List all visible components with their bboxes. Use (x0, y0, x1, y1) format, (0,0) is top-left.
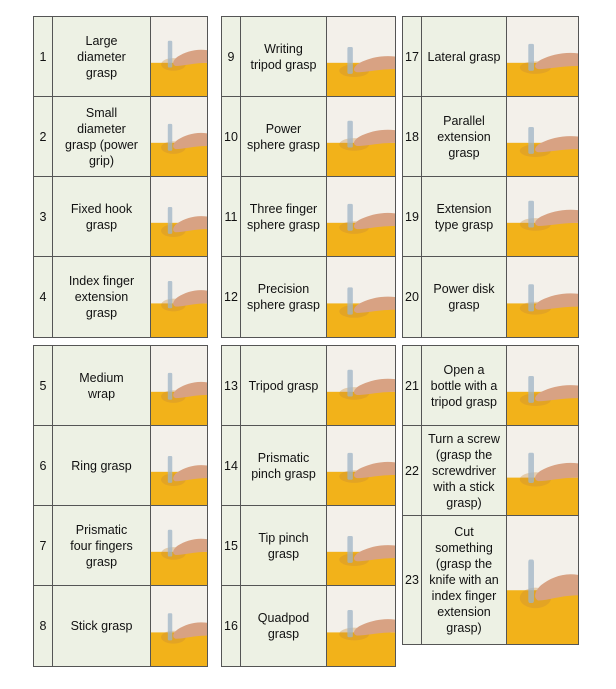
hand-grasp-photo (151, 17, 207, 96)
grasp-number: 2 (34, 97, 53, 176)
grasp-label: Extension type grasp (422, 177, 507, 256)
hand-grasp-photo (327, 426, 395, 505)
grasp-row (403, 346, 578, 426)
hand-grasp-photo (327, 17, 395, 96)
grasp-number: 10 (222, 97, 241, 176)
hand-grasp-photo (151, 257, 207, 337)
grasp-label: Large diameter grasp (53, 17, 151, 96)
hand-grasp-photo (327, 346, 395, 425)
grasp-row (222, 17, 395, 97)
grasp-row (34, 586, 207, 666)
grasp-label: Quadpod grasp (241, 586, 327, 666)
hand-grasp-photo (507, 177, 578, 256)
grasp-number: 18 (403, 97, 422, 176)
grasp-number: 12 (222, 257, 241, 337)
grasp-row (403, 17, 578, 97)
grasp-row (34, 346, 207, 426)
grasp-label: Ring grasp (53, 426, 151, 505)
hand-grasp-photo (151, 426, 207, 505)
hand-grasp-photo (507, 17, 578, 96)
grasp-row (34, 177, 207, 257)
grasp-label: Index finger extension grasp (53, 257, 151, 337)
hand-grasp-photo (151, 586, 207, 666)
grasp-number: 17 (403, 17, 422, 96)
grasp-label: Open a bottle with a tripod grasp (422, 346, 507, 425)
grasp-number: 15 (222, 506, 241, 585)
grasp-label: Stick grasp (53, 586, 151, 666)
hand-grasp-photo (507, 426, 578, 515)
grasp-row (34, 506, 207, 586)
grasp-number: 16 (222, 586, 241, 666)
grasp-number: 4 (34, 257, 53, 337)
grasp-row (403, 97, 578, 177)
hand-grasp-photo (507, 257, 578, 337)
grasp-row (222, 97, 395, 177)
grasp-label: Small diameter grasp (power grip) (53, 97, 151, 176)
grasp-row (34, 97, 207, 177)
hand-grasp-photo (151, 177, 207, 256)
grasp-row (34, 426, 207, 506)
grasp-number: 21 (403, 346, 422, 425)
grasp-row (222, 506, 395, 586)
grasp-label: Power sphere grasp (241, 97, 327, 176)
grasp-row (403, 426, 578, 516)
hand-grasp-photo (507, 97, 578, 176)
grasp-number: 13 (222, 346, 241, 425)
grasp-panel (221, 16, 396, 338)
grasp-label: Writing tripod grasp (241, 17, 327, 96)
grasp-row (34, 17, 207, 97)
hand-grasp-photo (327, 257, 395, 337)
hand-grasp-photo (151, 346, 207, 425)
grasp-number: 23 (403, 516, 422, 644)
grasp-number: 6 (34, 426, 53, 505)
grasp-number: 20 (403, 257, 422, 337)
hand-grasp-photo (327, 506, 395, 585)
grasp-label: Three finger sphere grasp (241, 177, 327, 256)
hand-grasp-photo (151, 506, 207, 585)
grasp-number: 5 (34, 346, 53, 425)
grasp-panel (402, 345, 579, 645)
grasp-label: Prismatic pinch grasp (241, 426, 327, 505)
grasp-row (222, 346, 395, 426)
grasp-number: 14 (222, 426, 241, 505)
grasp-row (222, 257, 395, 337)
hand-grasp-photo (327, 586, 395, 666)
grasp-label: Fixed hook grasp (53, 177, 151, 256)
grasp-label: Tip pinch grasp (241, 506, 327, 585)
grasp-number: 8 (34, 586, 53, 666)
grasp-number: 19 (403, 177, 422, 256)
grasp-label: Medium wrap (53, 346, 151, 425)
grasp-label: Prismatic four fingers grasp (53, 506, 151, 585)
grasp-row (403, 516, 578, 644)
grasp-number: 11 (222, 177, 241, 256)
grasp-label: Lateral grasp (422, 17, 507, 96)
grasp-number: 9 (222, 17, 241, 96)
grasp-number: 1 (34, 17, 53, 96)
grasp-label: Parallel extension grasp (422, 97, 507, 176)
hand-grasp-photo (327, 97, 395, 176)
grasp-row (222, 426, 395, 506)
hand-grasp-photo (327, 177, 395, 256)
grasp-row (222, 586, 395, 666)
grasp-label: Tripod grasp (241, 346, 327, 425)
grasp-label: Precision sphere grasp (241, 257, 327, 337)
grasp-number: 7 (34, 506, 53, 585)
hand-grasp-photo (151, 97, 207, 176)
grasp-row (222, 177, 395, 257)
grasp-label: Cut something (grasp the knife with an index finger extension grasp) (422, 516, 507, 644)
grasp-number: 22 (403, 426, 422, 515)
grasp-panel (33, 16, 208, 338)
grasp-row (403, 177, 578, 257)
grasp-panel (402, 16, 579, 338)
hand-grasp-photo (507, 516, 578, 644)
grasp-row (403, 257, 578, 337)
grasp-panel (33, 345, 208, 667)
grasp-panel (221, 345, 396, 667)
grasp-number: 3 (34, 177, 53, 256)
grasp-label: Power disk grasp (422, 257, 507, 337)
hand-grasp-photo (507, 346, 578, 425)
grasp-label: Turn a screw (grasp the screwdriver with a stick grasp) (422, 426, 507, 515)
grasp-row (34, 257, 207, 337)
